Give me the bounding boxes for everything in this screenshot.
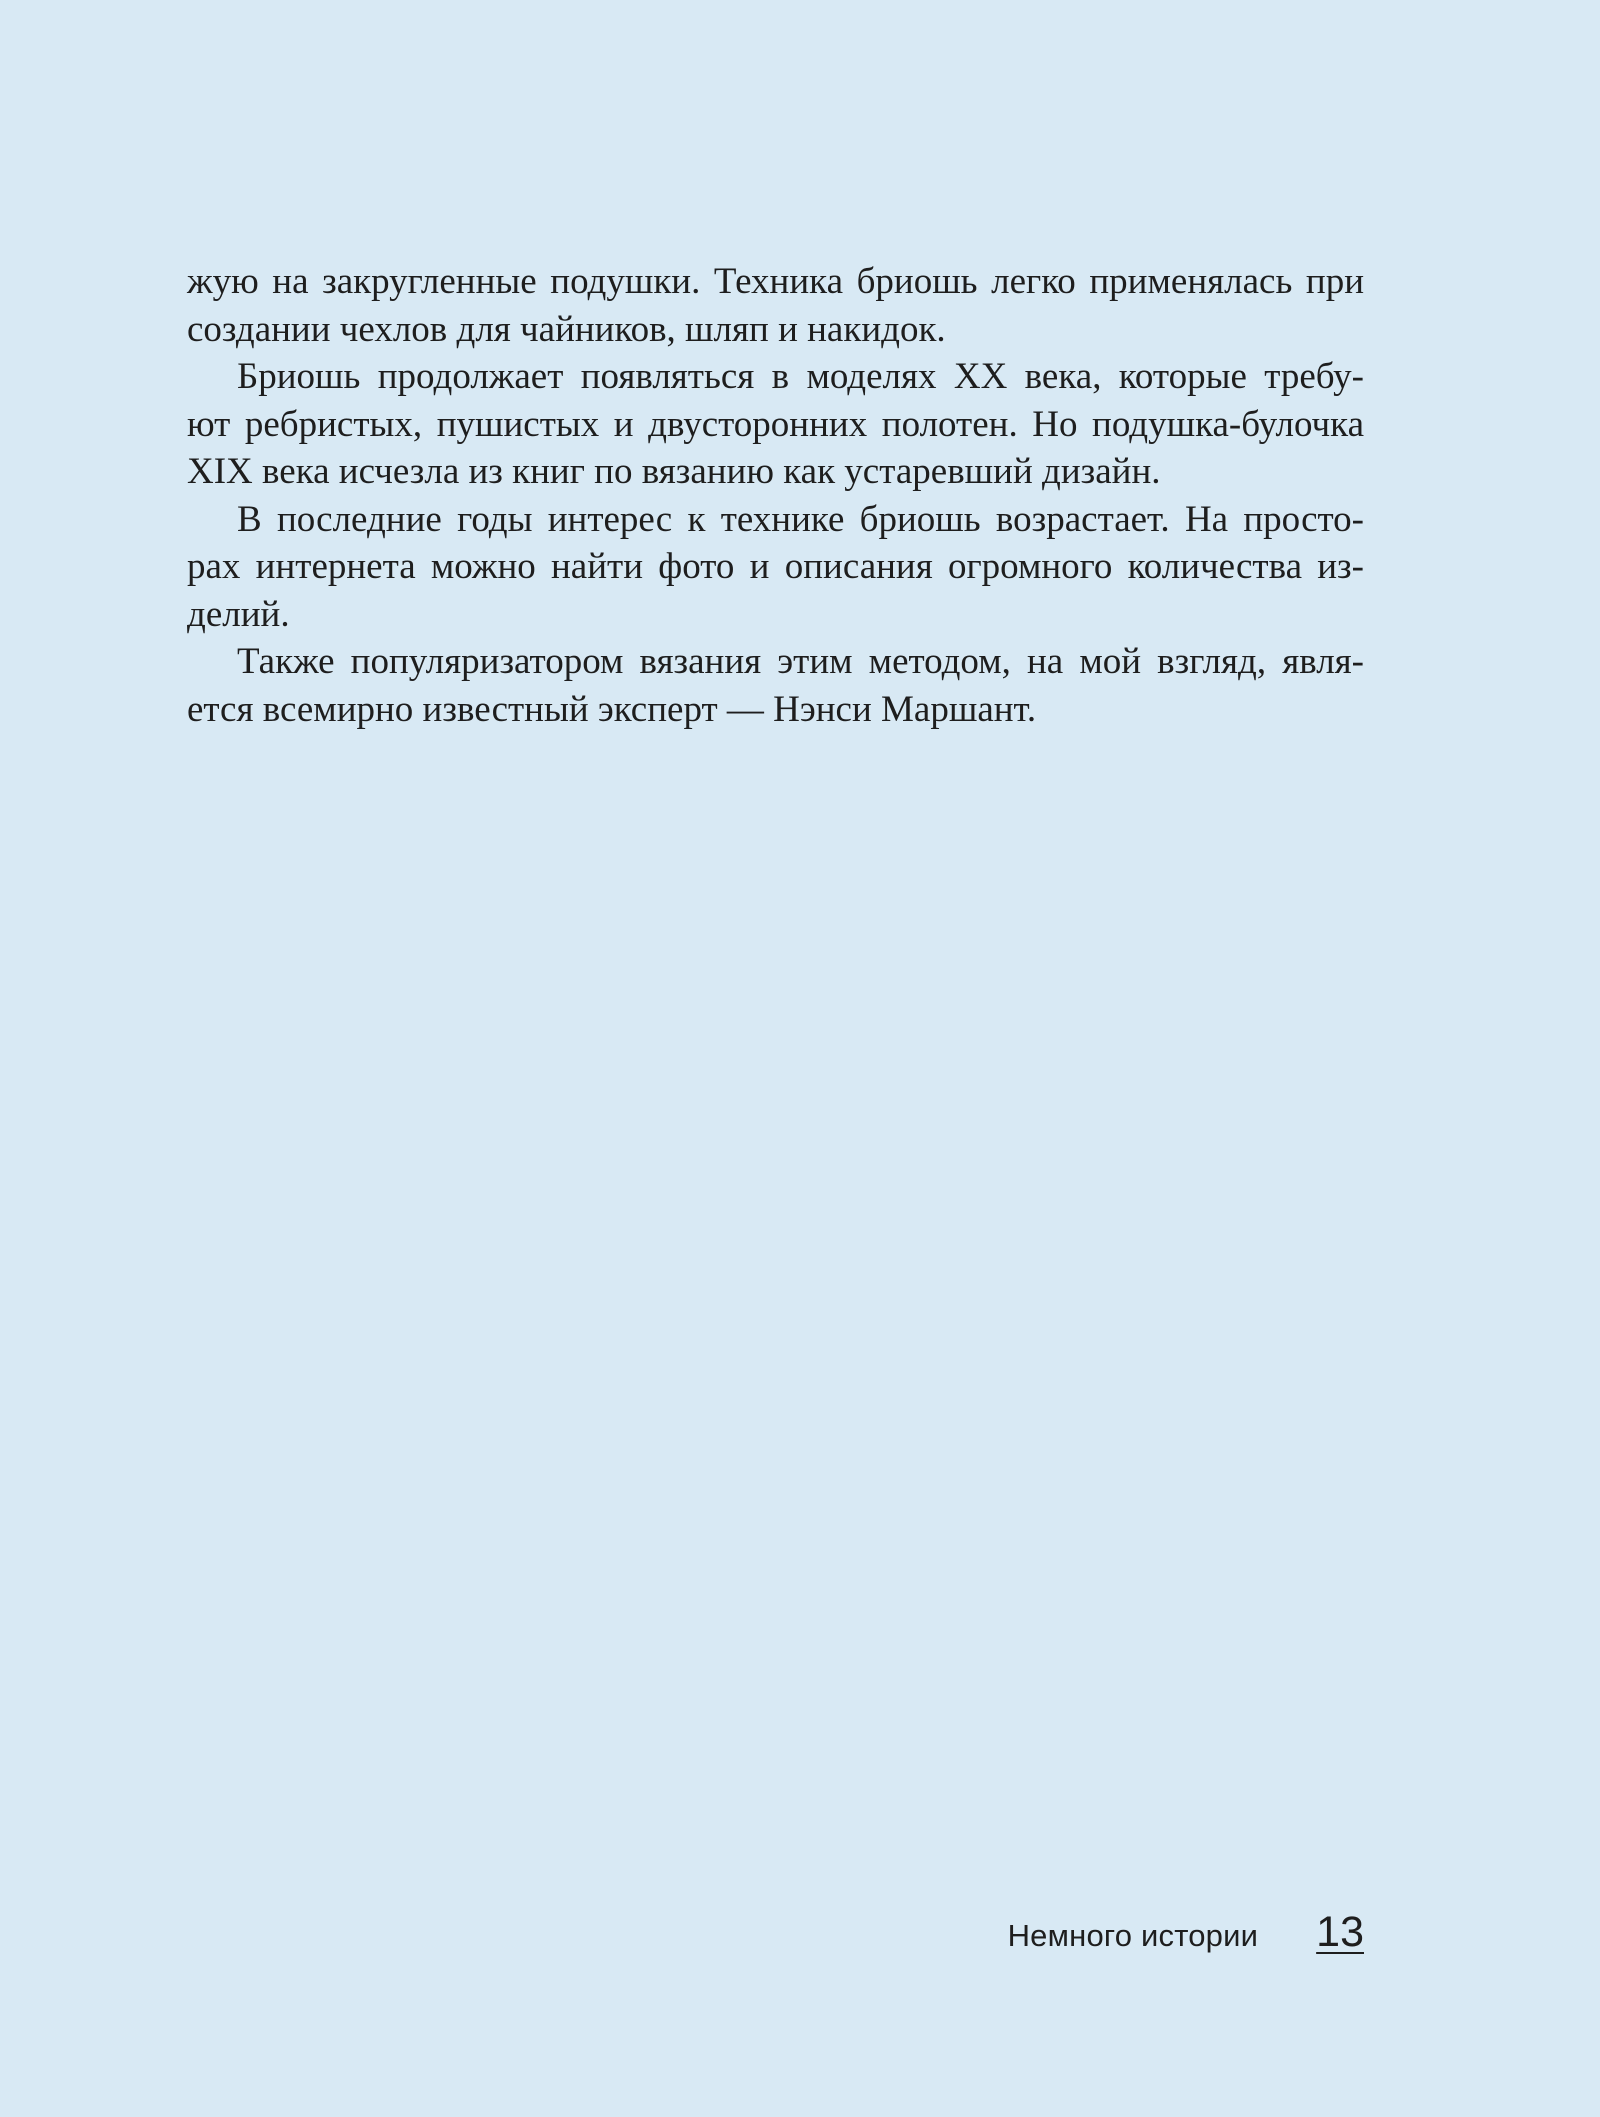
text-line: XIX века исчезла из книг по вязанию как устаревший дизайн. [187, 451, 1161, 492]
text-line: Также популяризатором вязания этим методом, на мой взгляд, явля- [237, 641, 1364, 682]
text-line: ется всемирно известный эксперт — Нэнси Маршант. [187, 688, 1037, 730]
text-line: В последние годы интерес к технике бриошь возрастает. На просто- [237, 498, 1364, 540]
page-footer [1008, 1908, 1364, 1957]
running-head: Немного истории [1007, 1918, 1259, 1953]
text-line: создании чехлов для чайников, шляп и накидок. [187, 308, 946, 350]
paragraph [187, 496, 1364, 639]
text-line: ют ребристых, пушистых и двусторонних полотен. Но подушка-булочка [187, 403, 1364, 445]
body-text [187, 258, 1364, 733]
page-number: 13 [1316, 1908, 1364, 1956]
text-line: жую на закругленные подушки. Техника бриошь легко применялась при [187, 261, 1364, 302]
paragraph [187, 638, 1364, 733]
text-line: Бриошь продолжает появляться в моделях XX века, которые требу- [237, 356, 1364, 397]
paragraph [187, 258, 1364, 353]
paragraph [187, 353, 1364, 496]
text-line: делий. [187, 593, 290, 635]
text-line: рах интернета можно найти фото и описания огромного количества из- [187, 546, 1364, 587]
